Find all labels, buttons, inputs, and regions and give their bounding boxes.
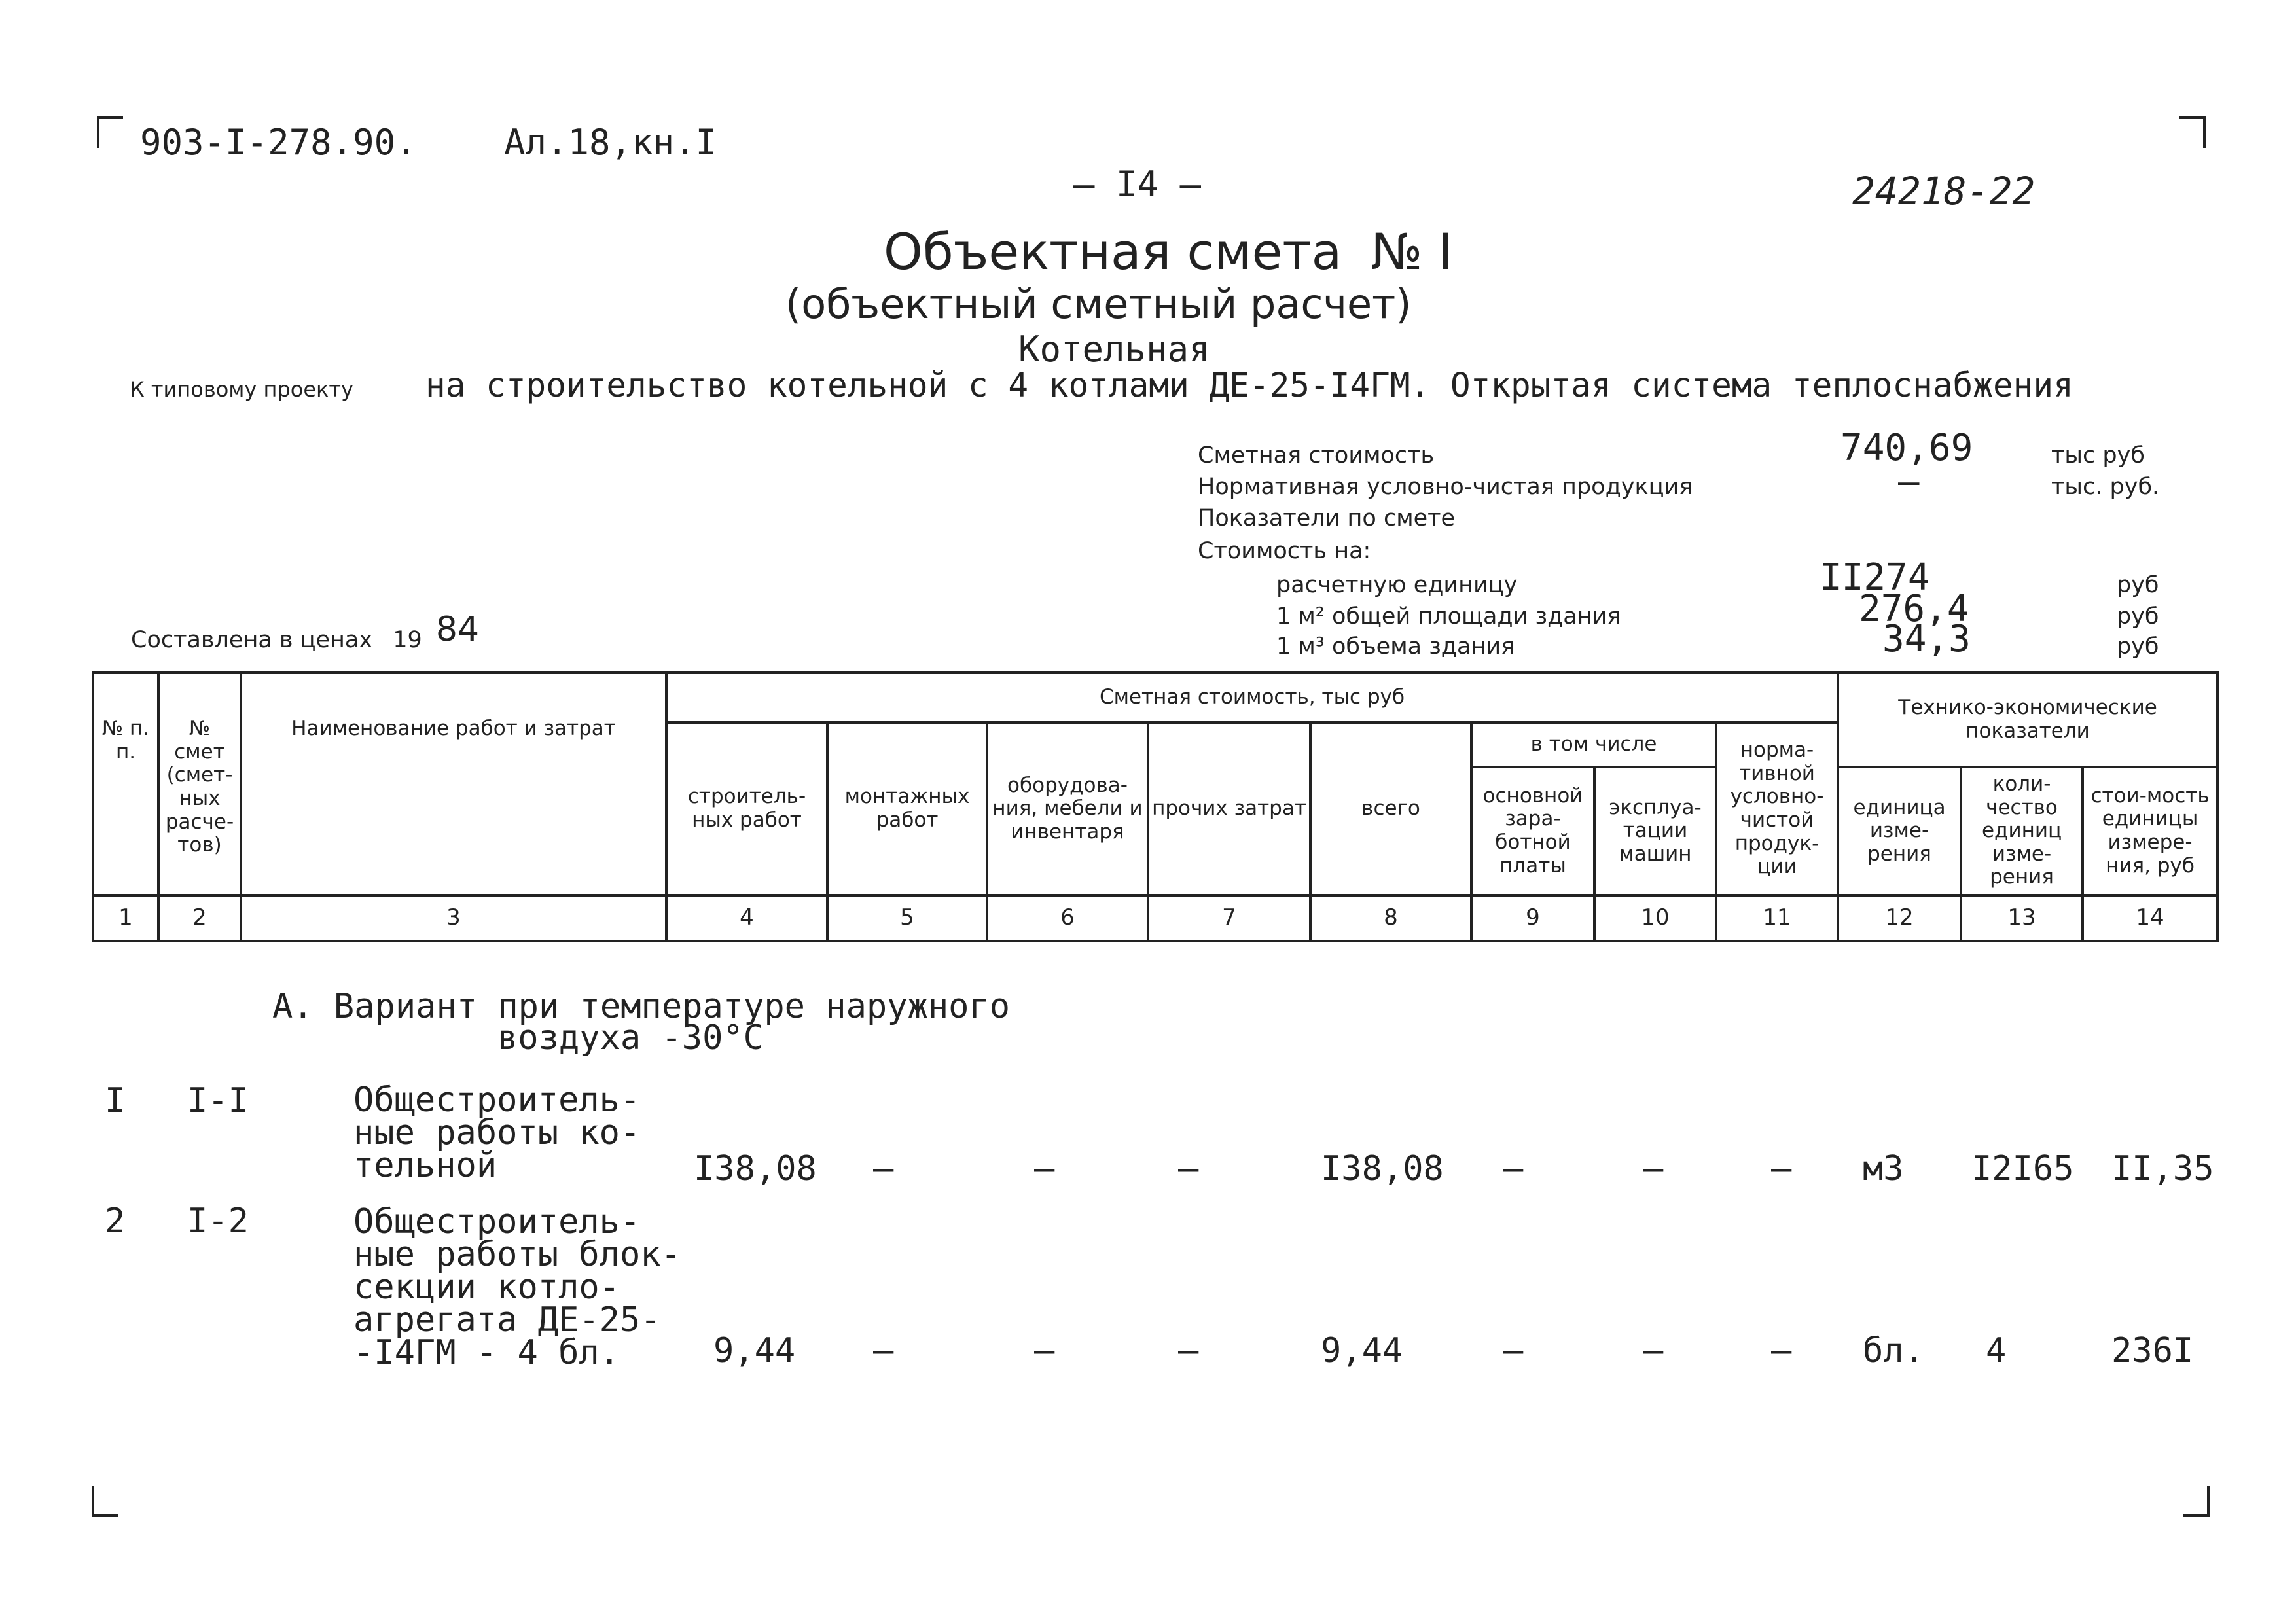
row-quantity: I2I65 bbox=[1971, 1149, 2074, 1188]
row-total-cost: I38,08 bbox=[1321, 1149, 1444, 1188]
row-machine-operation: – bbox=[1643, 1331, 1664, 1370]
col-header-construction: строитель-ных работ bbox=[666, 722, 827, 895]
row-installation-cost: – bbox=[873, 1149, 894, 1188]
row-work-name-line: секции котло- bbox=[353, 1268, 620, 1307]
row-base-salary: – bbox=[1503, 1149, 1524, 1188]
column-number: 5 bbox=[827, 895, 987, 941]
row-number: 2 bbox=[105, 1202, 126, 1241]
row-work-name bbox=[353, 1202, 681, 1372]
doc-code: 903-I-278.90. bbox=[140, 122, 417, 163]
row-unit-cost: 236I bbox=[2111, 1331, 2194, 1370]
col-header-equipment: оборудова-ния, мебели и инвентаря bbox=[987, 722, 1148, 895]
section-heading-line2: воздуха -30°С bbox=[497, 1018, 764, 1058]
prices-year-label: Составлена в ценах bbox=[131, 627, 373, 653]
column-number: 6 bbox=[987, 895, 1148, 941]
col-header-work-name: Наименование работ и затрат bbox=[241, 673, 666, 895]
col-header-installation: монтажных работ bbox=[827, 722, 987, 895]
column-number: 10 bbox=[1594, 895, 1716, 941]
row-estimate-number: I-I bbox=[187, 1081, 249, 1120]
column-number: 1 bbox=[93, 895, 158, 941]
col-header-net-production: норма-тивной условно-чистой продук-ции bbox=[1716, 722, 1838, 895]
summary-value: – bbox=[1898, 461, 1920, 502]
estimate-table bbox=[92, 671, 2219, 942]
summary-value: 740,69 bbox=[1840, 427, 1973, 469]
object-name: Котельная bbox=[1018, 329, 1210, 370]
reference-number: 24218-22 bbox=[1852, 169, 2036, 213]
column-number: 2 bbox=[158, 895, 241, 941]
col-header-total: всего bbox=[1310, 722, 1471, 895]
row-other-cost: – bbox=[1178, 1149, 1199, 1188]
col-header-unit-cost: стои-мость единицы измере-ния, руб bbox=[2083, 767, 2217, 895]
row-unit-cost: II,35 bbox=[2111, 1149, 2214, 1188]
summary-unit: тыс руб bbox=[2051, 442, 2145, 469]
row-unit: бл. bbox=[1863, 1331, 1924, 1370]
row-equipment-cost: – bbox=[1034, 1149, 1055, 1188]
row-work-name-line: агрегата ДЕ-25- bbox=[353, 1300, 661, 1340]
row-machine-operation: – bbox=[1643, 1149, 1664, 1188]
col-header-number: № п. п. bbox=[93, 673, 158, 895]
column-number: 12 bbox=[1838, 895, 1961, 941]
summary-label: 1 м² общей площади здания bbox=[1276, 603, 1621, 630]
column-number: 7 bbox=[1148, 895, 1310, 941]
col-header-unit: единица изме-рения bbox=[1838, 767, 1961, 895]
row-net-production: – bbox=[1771, 1331, 1792, 1370]
column-number: 11 bbox=[1716, 895, 1838, 941]
col-header-machine-operation: эксплуа-тации машин bbox=[1594, 767, 1716, 895]
row-unit: м3 bbox=[1863, 1149, 1904, 1188]
row-work-name-line: -I4ГМ - 4 бл. bbox=[353, 1333, 620, 1372]
corner-mark-top-left bbox=[97, 116, 123, 148]
prices-year-value: 84 bbox=[435, 610, 480, 649]
column-number-row bbox=[93, 895, 2217, 941]
summary-label: Показатели по смете bbox=[1198, 505, 1456, 531]
row-equipment-cost: – bbox=[1034, 1331, 1055, 1370]
summary-value: II274 bbox=[1820, 556, 1930, 599]
row-work-name-line: ные работы ко- bbox=[353, 1113, 641, 1152]
column-number: 8 bbox=[1310, 895, 1471, 941]
col-header-other-costs: прочих затрат bbox=[1148, 722, 1310, 895]
summary-value: 276,4 bbox=[1859, 588, 1969, 630]
section-heading-line1: А. Вариант при температуре наружного bbox=[272, 987, 1011, 1026]
row-construction-cost: I38,08 bbox=[694, 1149, 817, 1188]
column-number: 9 bbox=[1471, 895, 1594, 941]
col-group-technical-indicators: Технико-экономические показатели bbox=[1838, 673, 2217, 767]
corner-mark-top-right bbox=[2179, 116, 2206, 148]
col-group-estimated-cost: Сметная стоимость, тыс руб bbox=[666, 673, 1838, 722]
row-work-name-line: Общестроитель- bbox=[353, 1202, 641, 1241]
row-base-salary: – bbox=[1503, 1331, 1524, 1370]
summary-label: Сметная стоимость bbox=[1198, 442, 1435, 469]
estimate-title-main: Объектная смета bbox=[884, 223, 1342, 281]
row-work-name-line: ные работы блок- bbox=[353, 1235, 681, 1274]
page-number: — I4 — bbox=[1073, 164, 1202, 205]
row-work-name-line: тельной bbox=[353, 1146, 497, 1185]
col-header-base-salary: основной зара-ботной платы bbox=[1471, 767, 1594, 895]
row-construction-cost: 9,44 bbox=[713, 1331, 796, 1370]
row-number: I bbox=[105, 1081, 126, 1120]
summary-label: Нормативная условно-чистая продукция bbox=[1198, 474, 1693, 500]
summary-unit: руб bbox=[2117, 633, 2159, 660]
row-work-name bbox=[353, 1080, 641, 1185]
row-work-name-line: Общестроитель- bbox=[353, 1080, 641, 1120]
summary-unit: тыс. руб. bbox=[2051, 474, 2160, 500]
column-number: 4 bbox=[666, 895, 827, 941]
row-other-cost: – bbox=[1178, 1331, 1199, 1370]
summary-label: расчетную единицу bbox=[1276, 572, 1518, 598]
estimate-title bbox=[884, 223, 1453, 281]
row-estimate-number: I-2 bbox=[187, 1202, 249, 1241]
row-total-cost: 9,44 bbox=[1321, 1331, 1403, 1370]
estimate-subtitle: (объектный сметный расчет) bbox=[785, 280, 1412, 328]
column-number: 3 bbox=[241, 895, 666, 941]
row-net-production: – bbox=[1771, 1149, 1792, 1188]
prices-year-prefix: 19 bbox=[393, 627, 422, 653]
summary-value: 34,3 bbox=[1882, 618, 1971, 660]
project-prefix: К типовому проекту bbox=[130, 377, 353, 402]
corner-mark-bottom-right bbox=[2183, 1486, 2210, 1517]
summary-label: 1 м³ объема здания bbox=[1276, 633, 1515, 660]
col-group-including: в том числе bbox=[1471, 722, 1716, 767]
prices-year bbox=[131, 610, 480, 656]
estimate-title-number: № I bbox=[1371, 223, 1453, 281]
summary-unit: руб bbox=[2117, 572, 2159, 598]
column-number: 13 bbox=[1961, 895, 2083, 941]
col-header-estimate-number: № смет (смет-ных расче-тов) bbox=[158, 673, 241, 895]
summary-label: Стоимость на: bbox=[1198, 538, 1371, 564]
column-number: 14 bbox=[2083, 895, 2217, 941]
row-quantity: 4 bbox=[1986, 1331, 2007, 1370]
corner-mark-bottom-left bbox=[92, 1486, 118, 1517]
project-description: на строительство котельной с 4 котлами ДЕ-25-I4ГМ. Открытая система теплоснабжения bbox=[425, 366, 2073, 405]
album-ref: Ал.18,кн.I bbox=[504, 122, 717, 163]
col-header-quantity: коли-чество единиц изме-рения bbox=[1961, 767, 2083, 895]
row-installation-cost: – bbox=[873, 1331, 894, 1370]
summary-unit: руб bbox=[2117, 603, 2159, 630]
